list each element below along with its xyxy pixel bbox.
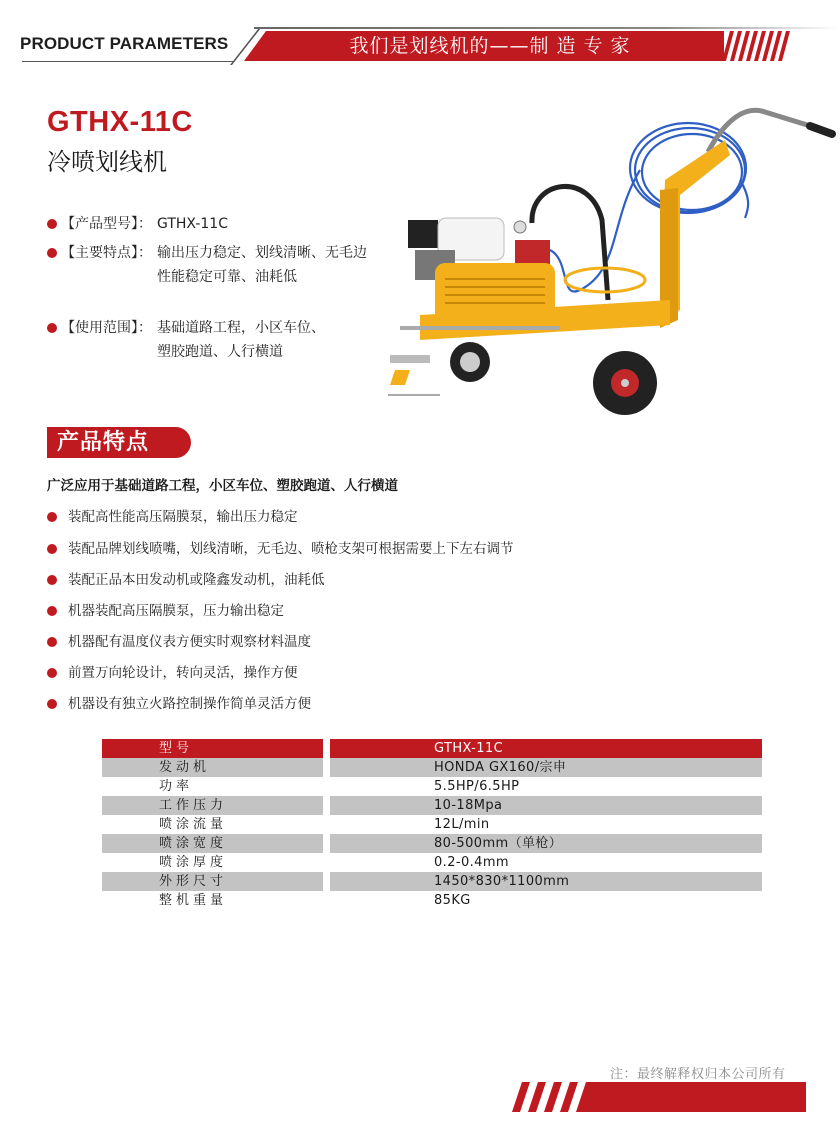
param-model (47, 212, 387, 236)
footer-note: 注：最终解释权归本公司所有 (610, 1067, 786, 1082)
header-top-rule (254, 27, 840, 29)
section-heading-text: 产品特点 (57, 430, 150, 455)
table-cell-value: 0.2-0.4mm (434, 855, 509, 870)
param-label: 【主要特点】： (61, 245, 152, 261)
features-intro: 广泛应用于基础道路工程，小区车位、塑胶跑道、人行横道 (47, 478, 398, 494)
header-stripes-decoration (724, 31, 794, 61)
table-cell-label: 工作压力 (102, 796, 323, 815)
table-row (102, 891, 762, 910)
table-row (102, 796, 762, 815)
table-cell-label: 喷涂宽度 (102, 834, 323, 853)
param-label: 【产品型号】： (61, 216, 152, 232)
spec-table (102, 739, 762, 910)
bullet-icon (47, 323, 57, 333)
table-row (102, 834, 762, 853)
bullet-icon (47, 699, 57, 709)
table-cell-label: 喷涂厚度 (159, 855, 228, 870)
feature-item (47, 601, 547, 621)
feature-item (47, 694, 547, 714)
param-value: GTHX-11C (157, 216, 228, 232)
table-row (102, 815, 762, 834)
feature-item (47, 632, 547, 652)
table-cell-label: 整机重量 (159, 893, 228, 908)
feature-text: 装配正品本田发动机或隆鑫发动机，油耗低 (68, 572, 325, 588)
feature-text: 机器装配高压隔膜泵，压力输出稳定 (68, 603, 284, 619)
param-value-line-1: 基础道路工程，小区车位、 (157, 320, 325, 336)
param-usage (47, 316, 387, 364)
product-name: 冷喷划线机 (47, 148, 167, 176)
table-header-value: GTHX-11C (330, 739, 762, 758)
table-cell-label: 喷涂流量 (159, 817, 228, 832)
table-header-row (102, 739, 762, 758)
table-cell-label: 发动机 (102, 758, 323, 777)
feature-item (47, 663, 547, 683)
product-model-title: GTHX-11C (47, 106, 193, 138)
feature-text: 机器配有温度仪表方便实时观察材料温度 (68, 634, 311, 650)
param-value-line-1: 输出压力稳定、划线清晰、无毛边 (157, 245, 367, 261)
bullet-icon (47, 606, 57, 616)
section-heading-features (47, 427, 191, 458)
bullet-icon (47, 575, 57, 585)
table-header-label: 型号 (102, 739, 323, 758)
table-row (102, 758, 762, 777)
feature-text: 前置万向轮设计，转向灵活，操作方便 (68, 665, 298, 681)
product-image (380, 100, 840, 420)
table-cell-value: 1450*830*1100mm (330, 872, 762, 891)
feature-text: 装配品牌划线喷嘴，划线清晰，无毛边、喷枪支架可根据需要上下左右调节 (68, 541, 514, 557)
table-cell-label: 外形尺寸 (102, 872, 323, 891)
table-cell-label: 功率 (159, 779, 194, 794)
table-row (102, 872, 762, 891)
bullet-icon (47, 219, 57, 229)
table-cell-value: 85KG (434, 893, 471, 908)
footer-stripes-decoration (512, 1082, 592, 1112)
feature-item (47, 570, 547, 590)
bullet-icon (47, 248, 57, 258)
feature-item (47, 507, 547, 527)
bullet-icon (47, 668, 57, 678)
feature-text: 机器设有独立火路控制操作简单灵活方便 (68, 696, 311, 712)
bullet-icon (47, 637, 57, 647)
table-cell-value: HONDA GX160/宗申 (330, 758, 762, 777)
footer-red-band (590, 1082, 806, 1112)
feature-text: 装配高性能高压隔膜泵，输出压力稳定 (68, 509, 298, 525)
bullet-icon (47, 512, 57, 522)
bullet-icon (47, 544, 57, 554)
param-label: 【使用范围】： (61, 320, 152, 336)
header-underline (22, 61, 234, 62)
param-value-line-2: 性能稳定可靠、油耗低 (157, 269, 297, 285)
table-row (102, 777, 762, 796)
param-value-line-2: 塑胶跑道、人行横道 (157, 344, 283, 360)
param-features (47, 241, 387, 289)
table-cell-value: 80-500mm（单枪） (330, 834, 762, 853)
table-cell-value: 10-18Mpa (330, 796, 762, 815)
header-slogan: 我们是划线机的——制 造 专 家 (349, 35, 631, 57)
table-cell-value: 5.5HP/6.5HP (434, 779, 520, 794)
feature-item (47, 539, 567, 559)
table-row (102, 853, 762, 872)
table-cell-value: 12L/min (434, 817, 490, 832)
header-title-en: PRODUCT PARAMETERS (20, 34, 229, 53)
